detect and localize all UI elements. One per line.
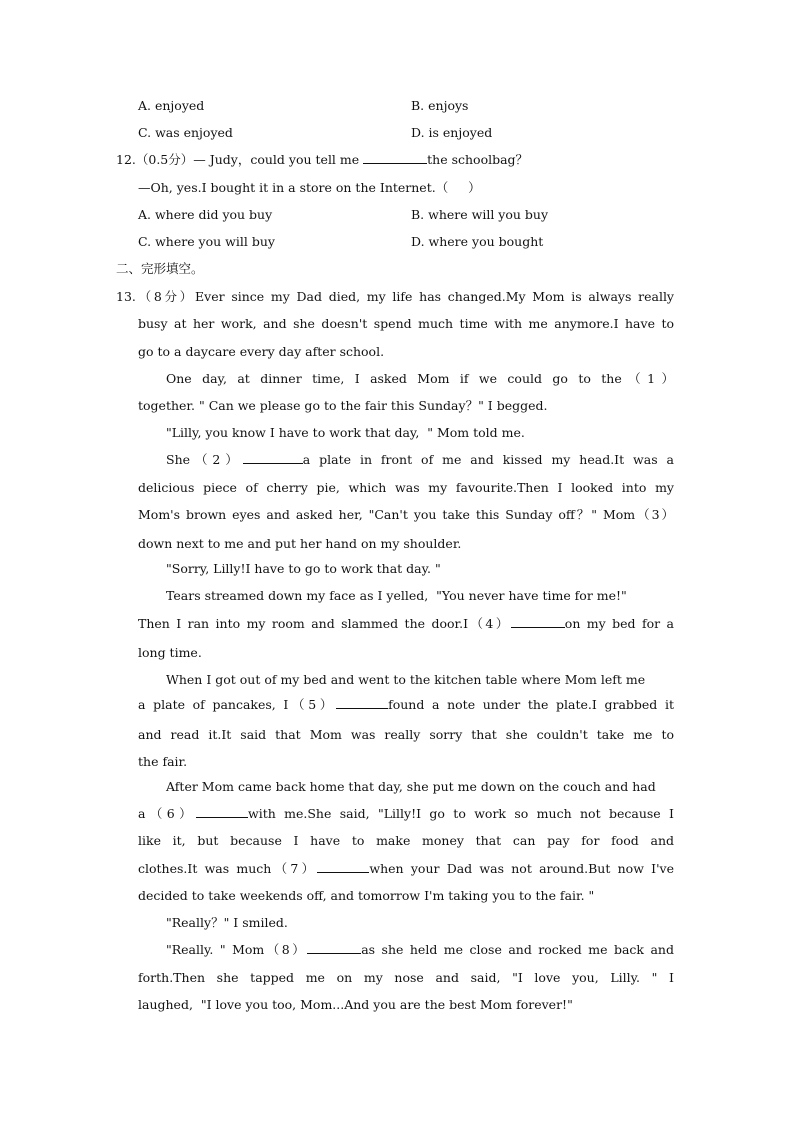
blank-8	[307, 942, 361, 954]
q12-stem	[116, 152, 528, 168]
q13-line-1: 13.（8分）Ever since my Dad died, my life has changed.My Mom is always really	[116, 289, 674, 304]
blank-5	[336, 697, 388, 709]
q12-blank	[363, 152, 427, 164]
q13-line-2: busy at her work, and she doesn't spend much time with me anymore.I have to	[138, 316, 674, 331]
q13-p8-line-2	[138, 806, 674, 822]
q13-line-3: go to a daycare every day after school.	[138, 344, 385, 359]
q13-p2-line-2: together. " Can we please go to the fair this Sunday？" I begged.	[138, 398, 548, 413]
q13-p8d-post: when your Dad was not around.But now I've	[369, 861, 674, 876]
q11-option-a: A. enjoyed	[138, 98, 205, 113]
q12-stem-post: the schoolbag？	[427, 152, 529, 167]
q12-option-a: A. where did you buy	[138, 207, 273, 222]
q12-stem-pre: 12.（0.5分）— Judy，could you tell me	[116, 152, 364, 167]
q13-p4-pre: She（2）	[166, 452, 243, 467]
q13-p7-post: found a note under the plate.I grabbed it	[388, 697, 674, 712]
q13-p4-post: a plate in front of me and kissed my head.It was a	[302, 452, 675, 467]
q13-p8-line-1: After Mom came back home that day, she put me down on the couch and had	[166, 779, 656, 794]
q12-option-d: D. where you bought	[411, 234, 544, 249]
q12-option-b: B. where will you buy	[411, 207, 549, 222]
q13-p6-line-2	[138, 616, 674, 632]
q13-p7-line-1: When I got out of my bed and went to the kitchen table where Mom left me	[166, 672, 646, 687]
q13-p8-line-4	[138, 861, 674, 877]
q13-p8-line-5: decided to take weekends off, and tomorrow I'm taking you to the fair. "	[138, 888, 595, 903]
section-title: 二、完形填空。	[116, 261, 204, 276]
q13-p9: "Really？" I smiled.	[166, 915, 288, 930]
blank-7	[317, 861, 369, 873]
q11-option-d: D. is enjoyed	[411, 125, 493, 140]
q12-reply: —Oh, yes.I bought it in a store on the Internet.（ ）	[138, 180, 481, 195]
q13-p7-pre: a plate of pancakes, I（5）	[138, 697, 337, 712]
q13-p4-line-2: delicious piece of cherry pie, which was my favourite.Then I looked into my	[138, 480, 674, 495]
q13-p10-line-3: laughed, "I love you too, Mom...And you are the best Mom forever!"	[138, 997, 573, 1012]
q13-p10-pre: "Really. " Mom（8）	[166, 942, 308, 957]
blank-4	[511, 616, 565, 628]
q13-p7-line-2	[138, 697, 674, 713]
q13-p7-line-3: and read it.It said that Mom was really sorry that she couldn't take me to	[138, 727, 674, 742]
blank-2	[243, 452, 303, 464]
q13-p2-line-1: One day, at dinner time, I asked Mom if we could go to the（1）	[166, 371, 674, 386]
q13-p6-pre: Then I ran into my room and slammed the door.I（4）	[138, 616, 511, 631]
q13-p6-line-3: long time.	[138, 645, 202, 660]
q11-option-b: B. enjoys	[411, 98, 469, 113]
q13-p5: "Sorry, Lilly!I have to go to work that day. "	[166, 561, 441, 576]
q13-p10-line-2: forth.Then she tapped me on my nose and said, "I love you, Lilly. " I	[138, 970, 674, 985]
q13-p10-post: as she held me close and rocked me back and	[361, 942, 674, 957]
q13-p8d-pre: clothes.It was much（7）	[138, 861, 318, 876]
q13-p4-line-1	[166, 452, 674, 468]
q13-p4-line-4: down next to me and put her hand on my shoulder.	[138, 536, 462, 551]
q13-p3: "Lilly, you know I have to work that day, " Mom told me.	[166, 425, 525, 440]
q13-p6-post: on my bed for a	[564, 616, 674, 631]
q13-p8-line-3: like it, but because I have to make money that can pay for food and	[138, 833, 674, 848]
q13-p10-line-1	[166, 942, 674, 958]
q11-option-c: C. was enjoyed	[138, 125, 233, 140]
blank-6	[196, 806, 248, 818]
q13-p4-line-3: Mom's brown eyes and asked her, "Can't you take this Sunday off？" Mom（3）	[138, 507, 674, 522]
q13-p8-post: with me.She said, "Lilly!I go to work so much not because I	[248, 806, 674, 821]
q12-option-c: C. where you will buy	[138, 234, 275, 249]
q13-p7-line-4: the fair.	[138, 754, 188, 769]
q13-p6-line-1: Tears streamed down my face as I yelled, "You never have time for me!"	[166, 588, 627, 603]
q13-p8-pre: a（6）	[138, 806, 196, 821]
